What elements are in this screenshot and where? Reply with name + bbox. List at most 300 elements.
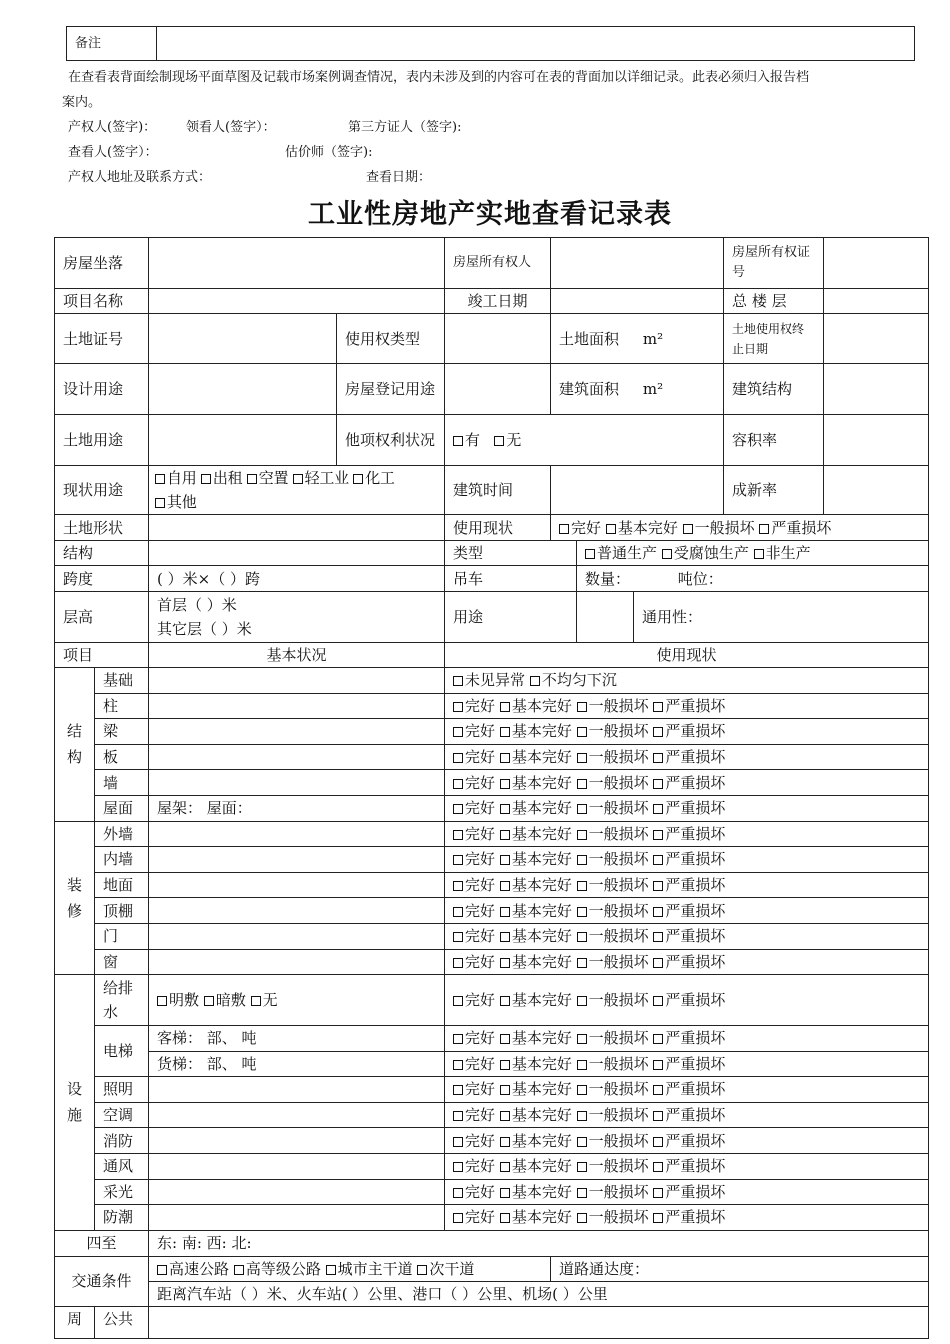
- option-2[interactable]: 一般损坏: [577, 1080, 649, 1098]
- item-cell: [95, 719, 149, 745]
- option-0[interactable]: 完好: [453, 927, 495, 945]
- owner-signature: 产权人(签字)：: [68, 120, 157, 135]
- checkbox-icon[interactable]: [500, 855, 510, 865]
- checkbox-icon[interactable]: [606, 524, 616, 534]
- option-1[interactable]: 基本完好: [500, 1106, 572, 1124]
- checkbox-icon[interactable]: [453, 907, 463, 917]
- remark-label: 备注: [67, 27, 157, 61]
- option-2[interactable]: 一般损坏: [577, 722, 649, 740]
- checkbox-icon[interactable]: [653, 753, 663, 763]
- land-cert-value[interactable]: [149, 314, 337, 364]
- option-1[interactable]: 基本完好: [500, 927, 572, 945]
- option-1[interactable]: 基本完好: [500, 825, 572, 843]
- option-2[interactable]: 一般损坏: [577, 953, 649, 971]
- basic-cell[interactable]: [149, 693, 445, 719]
- checkbox-icon[interactable]: [653, 779, 663, 789]
- option-3[interactable]: 严重损坏: [653, 697, 725, 715]
- option-3[interactable]: 严重损坏: [653, 927, 725, 945]
- checkbox-icon[interactable]: [500, 753, 510, 763]
- traffic-label: 交通条件: [71, 1272, 132, 1291]
- checkbox-icon[interactable]: [500, 932, 510, 942]
- option-2[interactable]: 空置: [247, 469, 288, 487]
- table-row: [55, 643, 929, 668]
- option-2[interactable]: 非生产: [754, 544, 811, 562]
- item-label: 柱: [103, 696, 119, 715]
- option-2[interactable]: 一般损坏: [577, 748, 649, 766]
- checkbox-icon[interactable]: [453, 881, 463, 891]
- checkbox-icon[interactable]: [577, 1213, 587, 1223]
- option-2[interactable]: 一般损坏: [577, 1157, 649, 1175]
- checkbox-icon[interactable]: [577, 1060, 587, 1070]
- checkbox-icon[interactable]: [653, 702, 663, 712]
- form-cell: [149, 1026, 445, 1052]
- option-3[interactable]: 严重损坏: [653, 991, 725, 1009]
- checkbox-icon[interactable]: [453, 727, 463, 737]
- checkbox-icon[interactable]: [500, 1060, 510, 1070]
- land-area-label: 土地面积: [559, 329, 620, 348]
- option-0[interactable]: 完好: [453, 1106, 495, 1124]
- checkbox-icon[interactable]: [577, 702, 587, 712]
- checkbox-icon[interactable]: [453, 996, 463, 1006]
- option-3[interactable]: 严重损坏: [759, 519, 831, 537]
- checkbox-icon[interactable]: [500, 958, 510, 968]
- table-row: [55, 592, 929, 643]
- item-cell: [95, 872, 149, 898]
- floors-value[interactable]: [824, 289, 929, 314]
- checkbox-icon[interactable]: [500, 1034, 510, 1044]
- completion-value[interactable]: [551, 289, 724, 314]
- checkbox-icon[interactable]: [453, 855, 463, 865]
- checkbox-icon[interactable]: [500, 1137, 510, 1147]
- checkbox-icon[interactable]: [204, 996, 214, 1006]
- checkbox-icon[interactable]: [577, 1188, 587, 1198]
- location-value[interactable]: [149, 238, 445, 289]
- opt-yes-text: 有: [465, 431, 481, 449]
- checkbox-icon[interactable]: [653, 1085, 663, 1095]
- basic-cell[interactable]: [149, 949, 445, 975]
- basic-cell[interactable]: [149, 1205, 445, 1231]
- structure-row-value[interactable]: [149, 541, 445, 566]
- form-cell: [634, 592, 929, 643]
- checkbox-icon[interactable]: [577, 855, 587, 865]
- basic-cell[interactable]: [149, 923, 445, 949]
- checkbox-icon[interactable]: [453, 804, 463, 814]
- option-0[interactable]: 完好: [453, 1055, 495, 1073]
- option-1[interactable]: 基本完好: [500, 1208, 572, 1226]
- option-0[interactable]: 完好: [453, 799, 495, 817]
- checkbox-icon[interactable]: [453, 676, 463, 686]
- table-row: [55, 923, 929, 949]
- option-2[interactable]: 一般损坏: [683, 519, 755, 537]
- option-0[interactable]: 完好: [453, 825, 495, 843]
- owner-value[interactable]: [551, 238, 724, 289]
- option-3[interactable]: 严重损坏: [653, 1208, 725, 1226]
- status-cell: [445, 898, 929, 924]
- checkbox-icon[interactable]: [453, 932, 463, 942]
- option-1[interactable]: 暗敷: [204, 991, 246, 1009]
- basic-cell[interactable]: [149, 1102, 445, 1128]
- option-3[interactable]: 严重损坏: [653, 1132, 725, 1150]
- right-type-value[interactable]: [445, 314, 551, 364]
- basic-cell[interactable]: [149, 1077, 445, 1103]
- form-cell: [445, 1077, 929, 1103]
- option-0[interactable]: 完好: [453, 697, 495, 715]
- checkbox-icon[interactable]: [577, 830, 587, 840]
- structure-row-label: 结构: [63, 544, 94, 562]
- option-0[interactable]: 完好: [453, 1132, 495, 1150]
- option-3[interactable]: 轻工业: [293, 469, 349, 487]
- option-2[interactable]: 一般损坏: [577, 991, 649, 1009]
- checkbox-icon[interactable]: [453, 1060, 463, 1070]
- basic-cell[interactable]: [149, 847, 445, 873]
- remark-value[interactable]: [157, 27, 915, 61]
- opt-no[interactable]: [494, 431, 521, 449]
- surroundings-value[interactable]: [149, 1306, 929, 1338]
- option-2[interactable]: 城市主干道: [326, 1260, 413, 1278]
- checkbox-icon[interactable]: [653, 855, 663, 865]
- option-1[interactable]: 基本完好: [500, 697, 572, 715]
- checkbox-icon[interactable]: [530, 676, 540, 686]
- checkbox-icon[interactable]: [417, 1265, 427, 1275]
- basic-cell[interactable]: [149, 744, 445, 770]
- checkbox-icon[interactable]: [577, 804, 587, 814]
- option-3[interactable]: 严重损坏: [653, 774, 725, 792]
- checkbox-icon[interactable]: [653, 1137, 663, 1147]
- checkbox-icon[interactable]: [653, 727, 663, 737]
- checkbox-icon[interactable]: [453, 779, 463, 789]
- checkbox-icon[interactable]: [247, 474, 257, 484]
- option-1[interactable]: 基本完好: [500, 1132, 572, 1150]
- form-cell: [95, 1306, 149, 1338]
- design-use-value[interactable]: [149, 364, 337, 415]
- checkbox-icon[interactable]: [500, 1085, 510, 1095]
- checkbox-icon[interactable]: [577, 958, 587, 968]
- option-1[interactable]: 不均匀下沉: [530, 671, 617, 689]
- basic-cell[interactable]: [149, 898, 445, 924]
- checkbox-icon[interactable]: [453, 436, 463, 446]
- option-3[interactable]: 严重损坏: [653, 799, 725, 817]
- option-2[interactable]: 一般损坏: [577, 876, 649, 894]
- checkbox-icon[interactable]: [577, 727, 587, 737]
- checkbox-icon[interactable]: [155, 474, 165, 484]
- checkbox-icon[interactable]: [293, 474, 303, 484]
- checkbox-icon[interactable]: [585, 549, 595, 559]
- newness-value[interactable]: [824, 466, 929, 515]
- far-value[interactable]: [824, 415, 929, 466]
- form-cell: [95, 1102, 149, 1128]
- option-1[interactable]: 基本完好: [500, 991, 572, 1009]
- project-value[interactable]: [149, 289, 445, 314]
- group-char: 装: [66, 875, 82, 894]
- checkbox-icon[interactable]: [577, 932, 587, 942]
- option-1[interactable]: 基本完好: [500, 799, 572, 817]
- basic-cell[interactable]: [149, 668, 445, 694]
- option-1[interactable]: 基本完好: [500, 1157, 572, 1175]
- option-0[interactable]: 完好: [453, 722, 495, 740]
- option-3[interactable]: 严重损坏: [653, 1055, 725, 1073]
- checkbox-icon[interactable]: [577, 907, 587, 917]
- land-use-value[interactable]: [149, 415, 337, 466]
- item-label: 窗: [103, 952, 119, 971]
- land-cert-label: 土地证号: [63, 329, 124, 348]
- checkbox-icon[interactable]: [577, 1137, 587, 1147]
- checkbox-icon[interactable]: [653, 1060, 663, 1070]
- checkbox-icon[interactable]: [500, 830, 510, 840]
- checkbox-icon[interactable]: [500, 881, 510, 891]
- option-0[interactable]: 完好: [453, 748, 495, 766]
- height-use-value[interactable]: [577, 592, 634, 643]
- option-5[interactable]: 其他: [155, 493, 196, 511]
- checkbox-icon[interactable]: [500, 779, 510, 789]
- type-label: 类型: [453, 544, 484, 562]
- checkbox-icon[interactable]: [453, 702, 463, 712]
- status-cell: [445, 693, 929, 719]
- land-term-value[interactable]: [824, 314, 929, 364]
- checkbox-icon[interactable]: [500, 907, 510, 917]
- option-3[interactable]: 严重损坏: [653, 748, 725, 766]
- option-3[interactable]: 严重损坏: [653, 825, 725, 843]
- option-2[interactable]: 一般损坏: [577, 799, 649, 817]
- option-0[interactable]: 完好: [453, 876, 495, 894]
- checkbox-icon[interactable]: [155, 498, 165, 508]
- checkbox-icon[interactable]: [500, 1111, 510, 1121]
- reg-use-value[interactable]: [445, 364, 551, 415]
- checkbox-icon[interactable]: [453, 1034, 463, 1044]
- option-3[interactable]: 严重损坏: [653, 1157, 725, 1175]
- form-cell: [149, 1051, 445, 1077]
- structure-label: 建筑结构: [732, 380, 793, 398]
- checkbox-icon[interactable]: [653, 1213, 663, 1223]
- other-floor-height: 其它层（ ）米: [157, 620, 252, 638]
- option-0[interactable]: 明敷: [157, 991, 199, 1009]
- checkbox-icon[interactable]: [500, 804, 510, 814]
- option-3[interactable]: 严重损坏: [653, 1106, 725, 1124]
- option-0[interactable]: 完好: [559, 519, 601, 537]
- basic-cell[interactable]: [149, 1128, 445, 1154]
- option-2[interactable]: 一般损坏: [577, 1208, 649, 1226]
- option-0[interactable]: 完好: [453, 850, 495, 868]
- basic-cell[interactable]: [149, 821, 445, 847]
- checkbox-icon[interactable]: [453, 1188, 463, 1198]
- option-2[interactable]: 一般损坏: [577, 1055, 649, 1073]
- option-2[interactable]: 一般损坏: [577, 927, 649, 945]
- remark-table: [66, 26, 915, 61]
- build-time-value[interactable]: [551, 466, 724, 515]
- location-label: [55, 238, 149, 289]
- option-0[interactable]: 完好: [453, 1029, 495, 1047]
- option-3[interactable]: 严重损坏: [653, 902, 725, 920]
- checkbox-icon[interactable]: [653, 804, 663, 814]
- checkbox-icon[interactable]: [653, 958, 663, 968]
- form-cell: [55, 289, 149, 314]
- item-label: 通风: [103, 1157, 134, 1176]
- other-rights-label: 他项权利状况: [345, 431, 436, 449]
- option-1[interactable]: 基本完好: [500, 850, 572, 868]
- checkbox-icon[interactable]: [683, 524, 693, 534]
- option-1[interactable]: 基本完好: [500, 774, 572, 792]
- option-0[interactable]: 普通生产: [585, 544, 657, 562]
- checkbox-icon[interactable]: [653, 1034, 663, 1044]
- checkbox-icon[interactable]: [453, 1111, 463, 1121]
- witness-signature: 第三方证人（签字):: [348, 120, 462, 135]
- form-cell: [445, 1205, 929, 1231]
- option-0[interactable]: 完好: [453, 1157, 495, 1175]
- option-2[interactable]: 一般损坏: [577, 902, 649, 920]
- option-2[interactable]: 无: [251, 991, 278, 1009]
- option-0[interactable]: 完好: [453, 953, 495, 971]
- checkbox-icon[interactable]: [251, 996, 261, 1006]
- checkbox-icon[interactable]: [653, 1188, 663, 1198]
- checkbox-icon[interactable]: [453, 1137, 463, 1147]
- basic-cell[interactable]: [149, 719, 445, 745]
- checkbox-icon[interactable]: [453, 753, 463, 763]
- checkbox-icon[interactable]: [453, 1162, 463, 1172]
- location-label-text: 房屋坐落: [63, 254, 124, 272]
- option-3[interactable]: 次干道: [417, 1260, 474, 1278]
- checkbox-icon[interactable]: [494, 436, 504, 446]
- checkbox-icon[interactable]: [754, 549, 764, 559]
- option-1[interactable]: 受腐蚀生产: [662, 544, 749, 562]
- checkbox-icon[interactable]: [559, 524, 569, 534]
- option-1[interactable]: 基本完好: [500, 902, 572, 920]
- checkbox-icon[interactable]: [577, 1034, 587, 1044]
- checkbox-icon[interactable]: [500, 996, 510, 1006]
- structure-value[interactable]: [824, 364, 929, 415]
- table-row: [55, 289, 929, 314]
- form-cell: [55, 1306, 95, 1338]
- checkbox-icon[interactable]: [577, 996, 587, 1006]
- project-label: 项目名称: [63, 292, 124, 310]
- checkbox-icon[interactable]: [453, 958, 463, 968]
- option-3[interactable]: 严重损坏: [653, 953, 725, 971]
- checkbox-icon[interactable]: [653, 1111, 663, 1121]
- checkbox-icon[interactable]: [453, 1213, 463, 1223]
- option-3[interactable]: 严重损坏: [653, 1183, 725, 1201]
- checkbox-icon[interactable]: [577, 1085, 587, 1095]
- table-row: [55, 1102, 929, 1128]
- form-cell: [55, 466, 149, 515]
- checkbox-icon[interactable]: [353, 474, 363, 484]
- option-2[interactable]: 一般损坏: [577, 774, 649, 792]
- checkbox-icon[interactable]: [662, 549, 672, 559]
- item-cell: [95, 821, 149, 847]
- option-2[interactable]: 一般损坏: [577, 1183, 649, 1201]
- status-cell: [445, 923, 929, 949]
- cert-value[interactable]: [824, 238, 929, 289]
- option-2[interactable]: 一般损坏: [577, 850, 649, 868]
- checkbox-icon[interactable]: [201, 474, 211, 484]
- option-0[interactable]: 未见异常: [453, 671, 525, 689]
- form-cell: [149, 1256, 551, 1281]
- option-3[interactable]: 严重损坏: [653, 1080, 725, 1098]
- option-3[interactable]: 严重损坏: [653, 722, 725, 740]
- opt-yes[interactable]: [453, 431, 480, 449]
- option-3[interactable]: 严重损坏: [653, 1029, 725, 1047]
- option-0[interactable]: 完好: [453, 902, 495, 920]
- option-1[interactable]: 基本完好: [500, 1055, 572, 1073]
- option-1[interactable]: 基本完好: [500, 1080, 572, 1098]
- checkbox-icon[interactable]: [577, 881, 587, 891]
- checkbox-icon[interactable]: [500, 1213, 510, 1223]
- completion-label: 竣工日期: [467, 292, 528, 310]
- table-row: [55, 541, 929, 566]
- table-row: [55, 744, 929, 770]
- checkbox-icon[interactable]: [500, 702, 510, 712]
- option-1[interactable]: 高等级公路: [234, 1260, 321, 1278]
- option-4[interactable]: 化工: [353, 469, 394, 487]
- checkbox-icon[interactable]: [577, 753, 587, 763]
- option-2[interactable]: 一般损坏: [577, 697, 649, 715]
- checkbox-icon[interactable]: [759, 524, 769, 534]
- option-1[interactable]: 基本完好: [606, 519, 678, 537]
- option-3[interactable]: 严重损坏: [653, 850, 725, 868]
- option-0[interactable]: 完好: [453, 1183, 495, 1201]
- checkbox-icon[interactable]: [453, 1085, 463, 1095]
- checkbox-icon[interactable]: [577, 779, 587, 789]
- option-1[interactable]: 出租: [201, 469, 242, 487]
- basic-cell[interactable]: [149, 872, 445, 898]
- checkbox-icon[interactable]: [653, 830, 663, 840]
- basic-cell[interactable]: [149, 795, 445, 821]
- checkbox-icon[interactable]: [653, 907, 663, 917]
- option-2[interactable]: 一般损坏: [577, 825, 649, 843]
- option-1[interactable]: 基本完好: [500, 722, 572, 740]
- option-2[interactable]: 一般损坏: [577, 1029, 649, 1047]
- form-cell: [55, 364, 149, 415]
- checkbox-icon[interactable]: [500, 727, 510, 737]
- checkbox-icon[interactable]: [453, 830, 463, 840]
- option-0[interactable]: 完好: [453, 1208, 495, 1226]
- checkbox-icon[interactable]: [653, 1162, 663, 1172]
- owner-label-text: 房屋所有权人: [453, 255, 532, 270]
- option-1[interactable]: 基本完好: [500, 1029, 572, 1047]
- option-0[interactable]: 完好: [453, 991, 495, 1009]
- option-1[interactable]: 基本完好: [500, 748, 572, 766]
- form-cell: [149, 1281, 929, 1306]
- option-2[interactable]: 一般损坏: [577, 1106, 649, 1124]
- checkbox-icon[interactable]: [577, 1162, 587, 1172]
- option-0[interactable]: 完好: [453, 774, 495, 792]
- form-cell: [445, 515, 551, 541]
- option-0[interactable]: 自用: [155, 469, 196, 487]
- item-label: 照明: [103, 1080, 134, 1099]
- option-0[interactable]: 完好: [453, 1080, 495, 1098]
- checkbox-icon[interactable]: [653, 881, 663, 891]
- checkbox-icon[interactable]: [577, 1111, 587, 1121]
- checkbox-icon[interactable]: [326, 1265, 336, 1275]
- header-usage: 使用现状: [656, 646, 717, 664]
- form-cell: [577, 566, 929, 592]
- option-1[interactable]: 基本完好: [500, 876, 572, 894]
- checkbox-icon[interactable]: [500, 1188, 510, 1198]
- land-shape-value[interactable]: [149, 515, 445, 541]
- option-3[interactable]: 严重损坏: [653, 876, 725, 894]
- checkbox-icon[interactable]: [653, 996, 663, 1006]
- checkbox-icon[interactable]: [653, 932, 663, 942]
- checkbox-icon[interactable]: [157, 996, 167, 1006]
- checkbox-icon[interactable]: [234, 1265, 244, 1275]
- basic-cell[interactable]: [149, 1179, 445, 1205]
- option-2[interactable]: 一般损坏: [577, 1132, 649, 1150]
- group-label: [55, 975, 95, 1231]
- option-1[interactable]: 基本完好: [500, 1183, 572, 1201]
- basic-cell[interactable]: [149, 770, 445, 796]
- option-1[interactable]: 基本完好: [500, 953, 572, 971]
- option-0[interactable]: 高速公路: [157, 1260, 229, 1278]
- basic-cell[interactable]: [149, 1153, 445, 1179]
- checkbox-icon[interactable]: [500, 1162, 510, 1172]
- checkbox-icon[interactable]: [157, 1265, 167, 1275]
